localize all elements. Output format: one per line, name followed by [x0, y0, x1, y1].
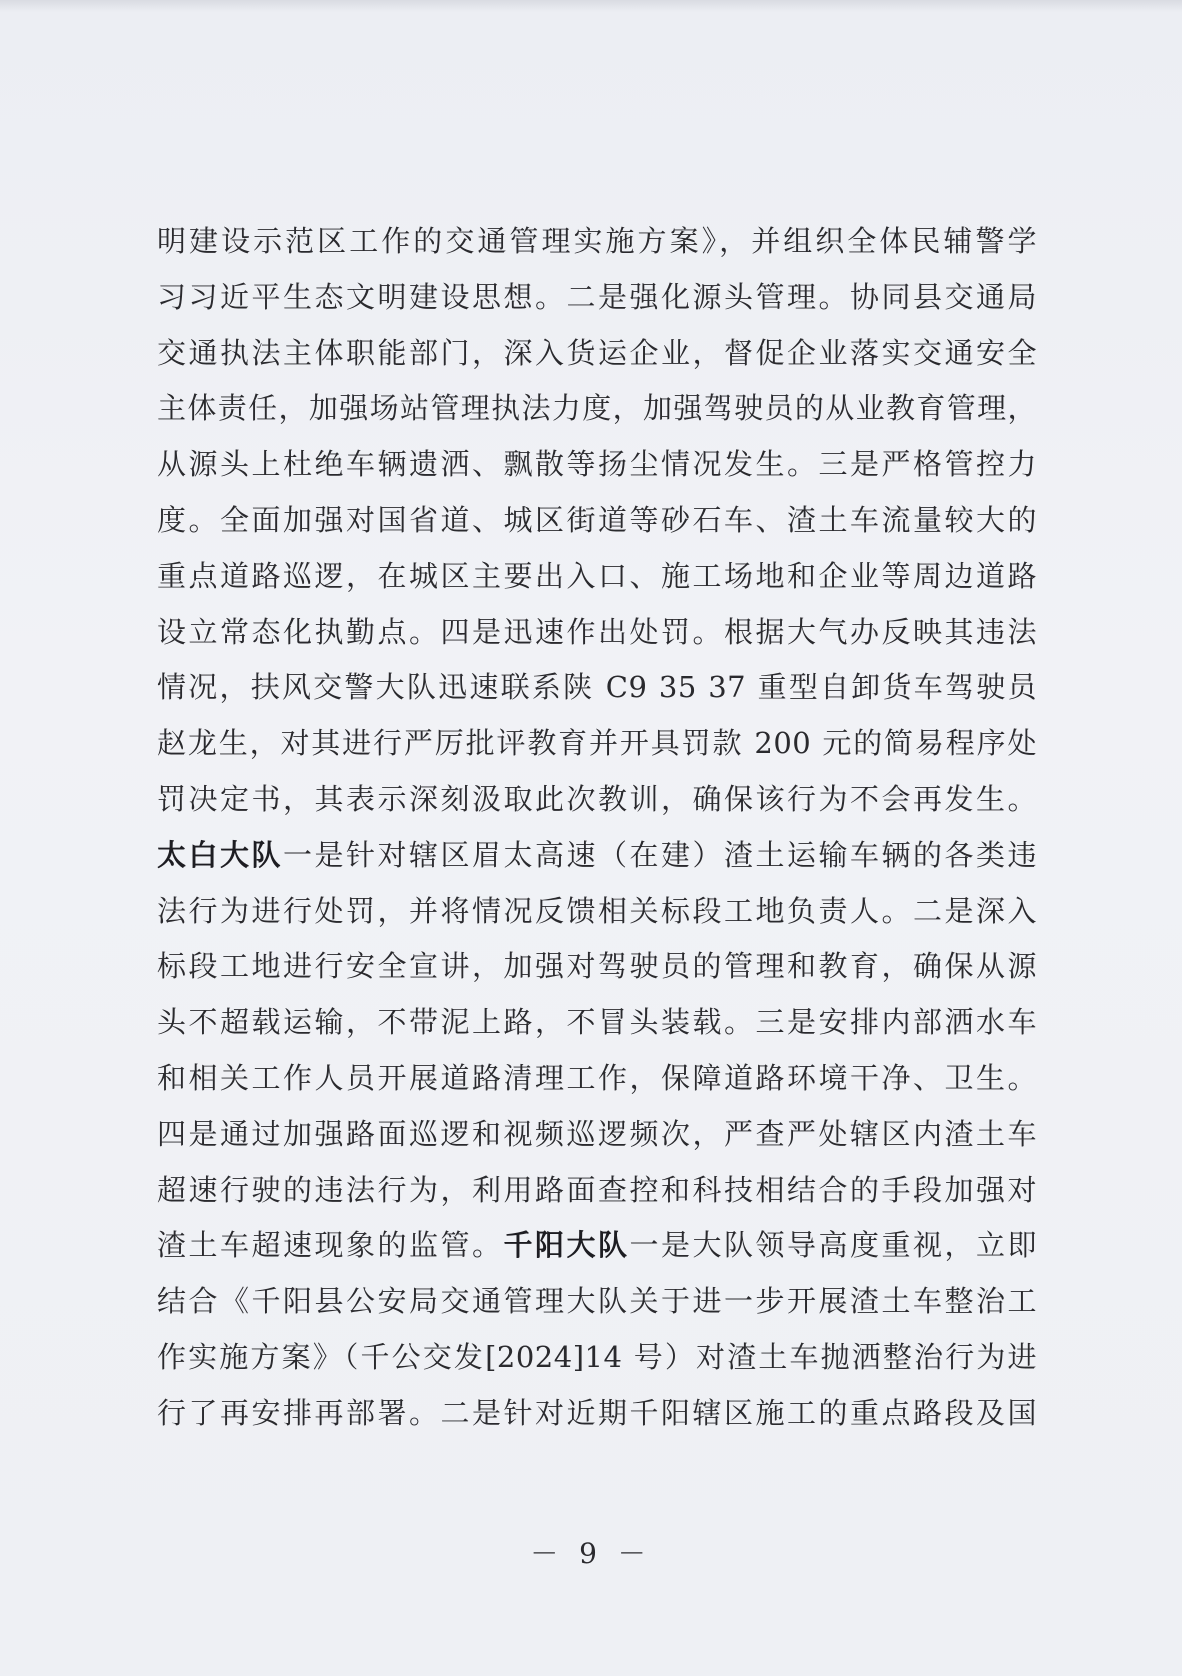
text-line: [157, 1218, 1037, 1274]
text-line: 明建设示范区工作的交通管理实施方案》，并组织全体民辅警学: [157, 224, 1037, 258]
text-line: 从源头上杜绝车辆遗洒、飘散等扬尘情况发生。三是严格管控力: [157, 447, 1037, 482]
text-line: 标段工地进行安全宣讲，加强对驾驶员的管理和教育，确保从源: [157, 949, 1037, 984]
text-span: 一是大队领导高度重视，立即: [629, 1228, 1037, 1263]
text-line: [157, 828, 1037, 884]
text-line: 和相关工作人员开展道路清理工作，保障道路环境干净、卫生。: [157, 1060, 1037, 1095]
page-number: － 9 －: [530, 1537, 652, 1570]
text-line: 度。全面加强对国省道、城区街道等砂石车、渣土车流量较大的: [157, 502, 1037, 537]
text-line: 罚决定书，其表示深刻汲取此次教训，确保该行为不会再发生。: [157, 781, 1037, 816]
text-line: 法行为进行处罚，并将情况反馈相关标段工地负责人。二是深入: [157, 893, 1037, 928]
text-line: 头不超载运输，不带泥上路，不冒头装载。三是安排内部洒水车: [157, 1005, 1037, 1040]
scan-edge-shadow: [0, 0, 1182, 12]
text-line: 结合《千阳县公安局交通管理大队关于进一步开展渣土车整治工: [157, 1284, 1037, 1319]
text-line: 习习近平生态文明建设思想。二是强化源头管理。协同县交通局: [157, 279, 1037, 314]
unit-heading-taibai: 太白大队: [157, 837, 283, 872]
text-line: 四是通过加强路面巡逻和视频巡逻频次，严查严处辖区内渣土车: [157, 1116, 1037, 1151]
text-line: 赵龙生，对其进行严厉批评教育并开具罚款 200 元的简易程序处: [157, 726, 1037, 761]
text-line: 作实施方案》（千公交发[2024]14 号）对渣土车抛洒整治行为进: [157, 1339, 1037, 1374]
unit-heading-qianyang: 千阳大队: [503, 1228, 630, 1263]
text-line: 行了再安排再部署。二是针对近期千阳辖区施工的重点路段及国: [157, 1395, 1037, 1430]
text-line: 交通执法主体职能部门，深入货运企业，督促企业落实交通安全: [157, 335, 1037, 370]
text-span: 一是针对辖区眉太高速（在建）渣土运输车辆的各类违: [283, 837, 1037, 872]
text-line: 情况，扶风交警大队迅速联系陕 C9 35 37 重型自卸货车驾驶员: [157, 670, 1037, 705]
body-text: [157, 214, 1037, 1442]
text-line: 重点道路巡逻，在城区主要出入口、施工场地和企业等周边道路: [157, 558, 1037, 593]
text-span: 渣土车超速现象的监管。: [157, 1228, 504, 1263]
text-line: 设立常态化执勤点。四是迅速作出处罚。根据大气办反映其违法: [157, 614, 1037, 649]
text-line: 超速行驶的违法行为，利用路面查控和科技相结合的手段加强对: [157, 1172, 1037, 1207]
text-line: 主体责任，加强场站管理执法力度，加强驾驶员的从业教育管理，: [157, 391, 1037, 426]
